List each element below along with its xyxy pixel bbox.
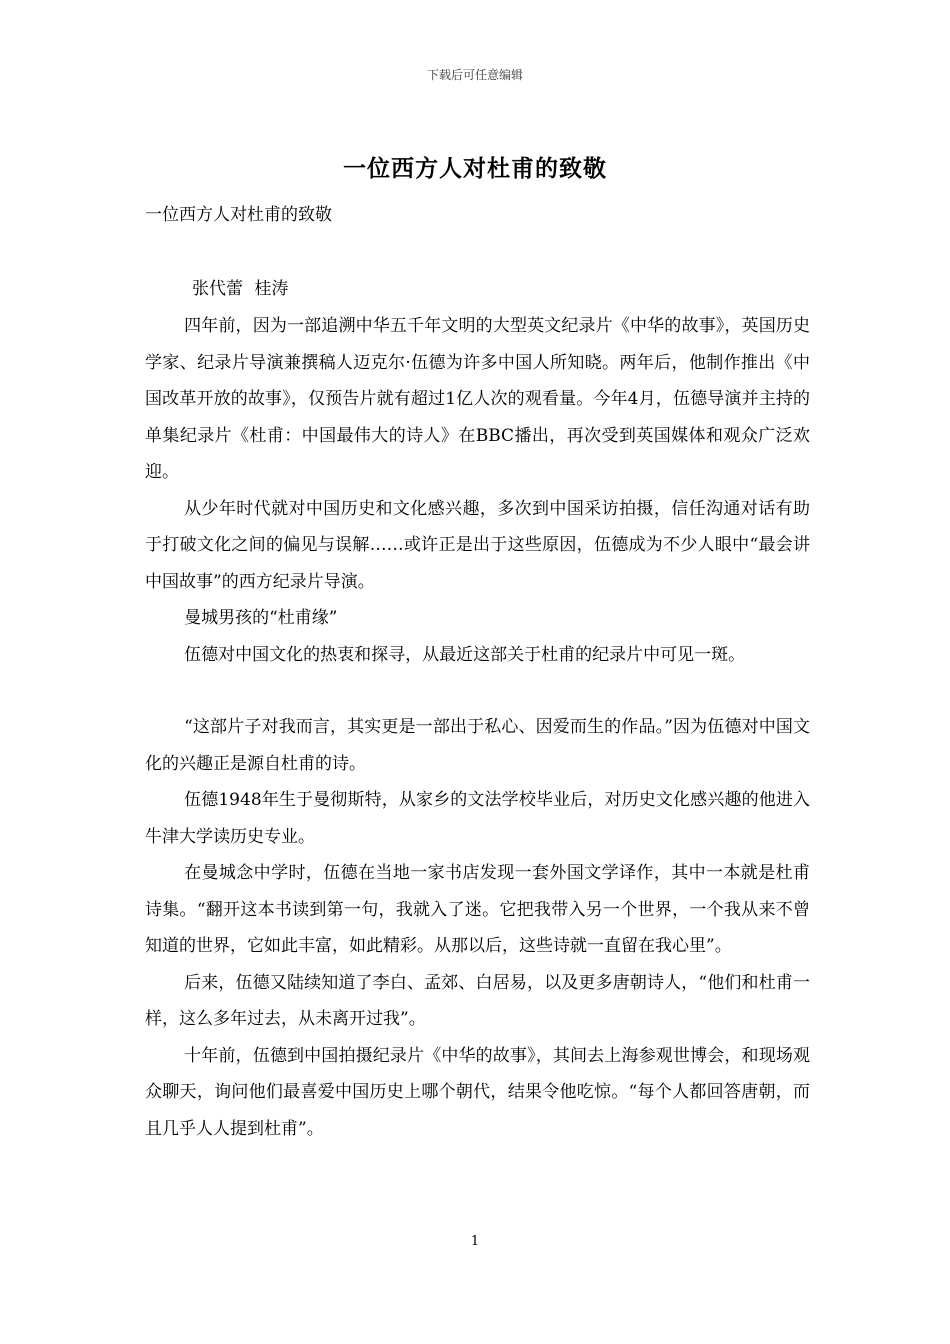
- paragraph: 伍德1948年生于曼彻斯特，从家乡的文法学校毕业后，对历史文化感兴趣的他进入牛津大学读历史专业。: [145, 790, 810, 847]
- paragraph: 十年前，伍德到中国拍摄纪录片《中华的故事》，其间去上海参观世博会，和现场观众聊天，询问他们最喜爱中国历史上哪个朝代，结果令他吃惊。“每个人都回答唐朝，而且几乎人人提到杜甫”。: [145, 1045, 810, 1139]
- paragraph: 伍德对中国文化的热衷和探寻，从最近这部关于杜甫的纪录片中可见一斑。: [184, 644, 746, 665]
- article-subtitle: 一位西方人对杜甫的致敬: [145, 205, 332, 225]
- article-title: 一位西方人对杜甫的致敬: [343, 155, 607, 182]
- paragraph: “这部片子对我而言，其实更是一部出于私心、因爱而生的作品。”因为伍德对中国文化的兴趣正是源自杜甫的诗。: [145, 717, 810, 774]
- paragraph: 四年前，因为一部追溯中华五千年文明的大型英文纪录片《中华的故事》，英国历史学家、纪录片导演兼撰稿人迈克尔·伍德为许多中国人所知晓。两年后，他制作推出《中国改革开放的故事》，仅预告片就有超过1亿人次的观看量。今年4月，伍德导演并主持的单集纪录片《杜甫：中国最伟大的诗人》在BBC播出，再次受到英国媒体和观众广泛欢迎。: [145, 316, 810, 482]
- article-authors: 张代蕾 桂涛: [192, 279, 289, 299]
- page-number: 1: [470, 1234, 480, 1249]
- paragraph: 从少年时代就对中国历史和文化感兴趣，多次到中国采访拍摄，信任沟通对话有助于打破文化之间的偏见与误解……或许正是出于这些原因，伍德成为不少人眼中“最会讲中国故事”的西方纪录片导演。: [145, 498, 810, 592]
- article-body: [145, 308, 810, 1147]
- paragraph: 后来，伍德又陆续知道了李白、孟郊、白居易，以及更多唐朝诗人，“他们和杜甫一样，这么多年过去，从未离开过我”。: [145, 972, 810, 1029]
- paragraph: 在曼城念中学时，伍德在当地一家书店发现一套外国文学译作，其中一本就是杜甫诗集。“翻开这本书读到第一句，我就入了迷。它把我带入另一个世界，一个我从来不曾知道的世界，它如此丰富，如此精彩。从那以后，这些诗就一直留在我心里”。: [145, 863, 810, 956]
- section-heading: 曼城男孩的“杜甫缘”: [184, 608, 338, 628]
- header-note: 下载后可任意编辑: [426, 68, 523, 82]
